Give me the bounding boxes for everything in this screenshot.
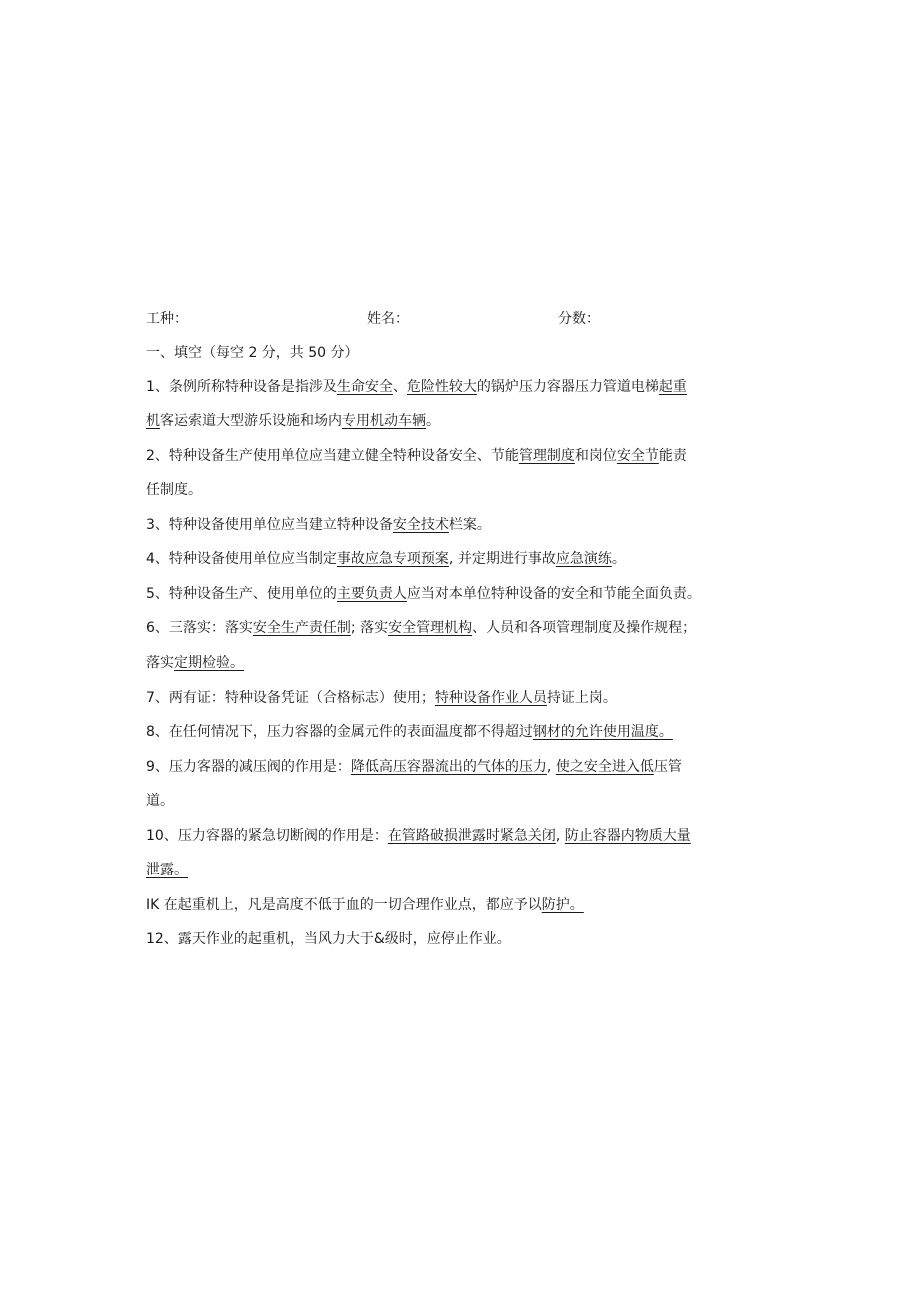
score-label: 分数： bbox=[558, 311, 600, 327]
section-title: 一、填空（每空 2 分，共 50 分） bbox=[146, 345, 359, 361]
text: 10、压力容器的紧急切断阀的作用是： bbox=[146, 828, 388, 844]
answer-blank: 机 bbox=[146, 413, 160, 429]
question-8 bbox=[146, 722, 673, 742]
text: 。 bbox=[426, 413, 440, 429]
answer-blank: 防止容器内物质大量 bbox=[564, 828, 691, 844]
text: 栏案。 bbox=[448, 517, 491, 533]
text: , bbox=[555, 828, 565, 844]
question-1-line-1 bbox=[146, 377, 687, 397]
text: 能责 bbox=[658, 448, 687, 464]
answer-blank: 钢材的允许使用温度。 bbox=[532, 724, 673, 740]
question-6-line-2 bbox=[146, 653, 244, 673]
question-2-line-1 bbox=[146, 446, 687, 466]
question-1-line-2 bbox=[146, 411, 440, 431]
question-5 bbox=[146, 584, 701, 604]
answer-blank: 在管路破损泄露时紧急关闭 bbox=[387, 828, 556, 844]
answer-blank: 专用机动车辆 bbox=[342, 413, 426, 429]
question-9-line-1 bbox=[146, 757, 682, 777]
text: 。 bbox=[611, 551, 626, 567]
text: 12、露天作业的起重机，当风力大于&级时，应停止作业。 bbox=[146, 931, 511, 947]
question-7 bbox=[146, 688, 617, 708]
text: 的锅炉压力容器压力管道电梯 bbox=[476, 379, 659, 395]
question-12 bbox=[146, 929, 511, 949]
text: 落实 bbox=[146, 655, 174, 671]
answer-blank: 危险性较大 bbox=[406, 379, 477, 395]
text: , bbox=[546, 759, 556, 775]
text: ; 落实 bbox=[350, 620, 389, 636]
work-type-label: 工种： bbox=[146, 311, 188, 327]
header-row bbox=[146, 308, 766, 330]
name-label: 姓名： bbox=[367, 311, 409, 327]
text: 压管 bbox=[653, 759, 682, 775]
text: 5、特种设备生产、使用单位的 bbox=[146, 586, 337, 602]
text: 6、三落实：落实 bbox=[146, 620, 253, 636]
text: 3、特种设备使用单位应当建立特种设备 bbox=[146, 517, 393, 533]
answer-blank: 安全节 bbox=[616, 448, 659, 464]
answer-blank: 泄露。 bbox=[146, 862, 188, 878]
answer-blank: 降低高压容器流出的气体的压力 bbox=[350, 759, 547, 775]
text: 、 bbox=[392, 379, 407, 395]
answer-blank: 使之安全进入低 bbox=[555, 759, 654, 775]
text: 1、条例所称特种设备是指涉及 bbox=[146, 379, 337, 395]
question-11 bbox=[146, 895, 584, 915]
text: IK 在起重机上，凡是高度不低于血的一切合理作业点，都应予以 bbox=[146, 897, 542, 913]
text: 4、特种设备使用单位应当制定 bbox=[146, 551, 337, 567]
text: 任制度。 bbox=[146, 482, 202, 498]
answer-blank: 主要负责人 bbox=[336, 586, 407, 602]
answer-blank: 管理制度 bbox=[518, 448, 575, 464]
question-3 bbox=[146, 515, 491, 535]
text: 客运索道大型游乐设施和场内 bbox=[160, 413, 342, 429]
answer-blank: 安全生产责任制 bbox=[252, 620, 351, 636]
question-9-line-2 bbox=[146, 791, 174, 811]
text: 应当对本单位特种设备的安全和节能全面负责。 bbox=[406, 586, 701, 602]
answer-blank: 特种设备作业人员 bbox=[434, 690, 547, 706]
text: 9、压力客器的减压阀的作用是： bbox=[146, 759, 351, 775]
text: 道。 bbox=[146, 793, 174, 809]
question-10-line-2 bbox=[146, 860, 188, 880]
text: 7、两有证：特种设备凭证（合格标志）使用； bbox=[146, 690, 435, 706]
answer-blank: 安全技术 bbox=[392, 517, 449, 533]
text: 持证上岗。 bbox=[546, 690, 617, 706]
answer-blank: 事故应急专项预案 bbox=[336, 551, 449, 567]
text: 2、特种设备生产使用单位应当建立健全特种设备安全、节能 bbox=[146, 448, 519, 464]
text: 和岗位 bbox=[574, 448, 617, 464]
answer-blank: 安全管理机构 bbox=[388, 620, 473, 636]
question-6-line-1 bbox=[146, 618, 696, 638]
answer-blank: 定期检验。 bbox=[174, 655, 244, 671]
text: , 并定期进行事故 bbox=[448, 551, 556, 567]
text: 、人员和各项管理制度及操作规程； bbox=[472, 620, 697, 636]
question-10-line-1 bbox=[146, 826, 691, 846]
answer-blank: 起重 bbox=[658, 379, 687, 395]
answer-blank: 防护。 bbox=[541, 897, 584, 913]
text: 8、在任何情况下，压力容器的金属元件的表面温度都不得超过 bbox=[146, 724, 533, 740]
answer-blank: 应急演练 bbox=[555, 551, 612, 567]
question-2-line-2 bbox=[146, 480, 202, 500]
answer-blank: 生命安全 bbox=[336, 379, 393, 395]
question-4 bbox=[146, 549, 626, 569]
